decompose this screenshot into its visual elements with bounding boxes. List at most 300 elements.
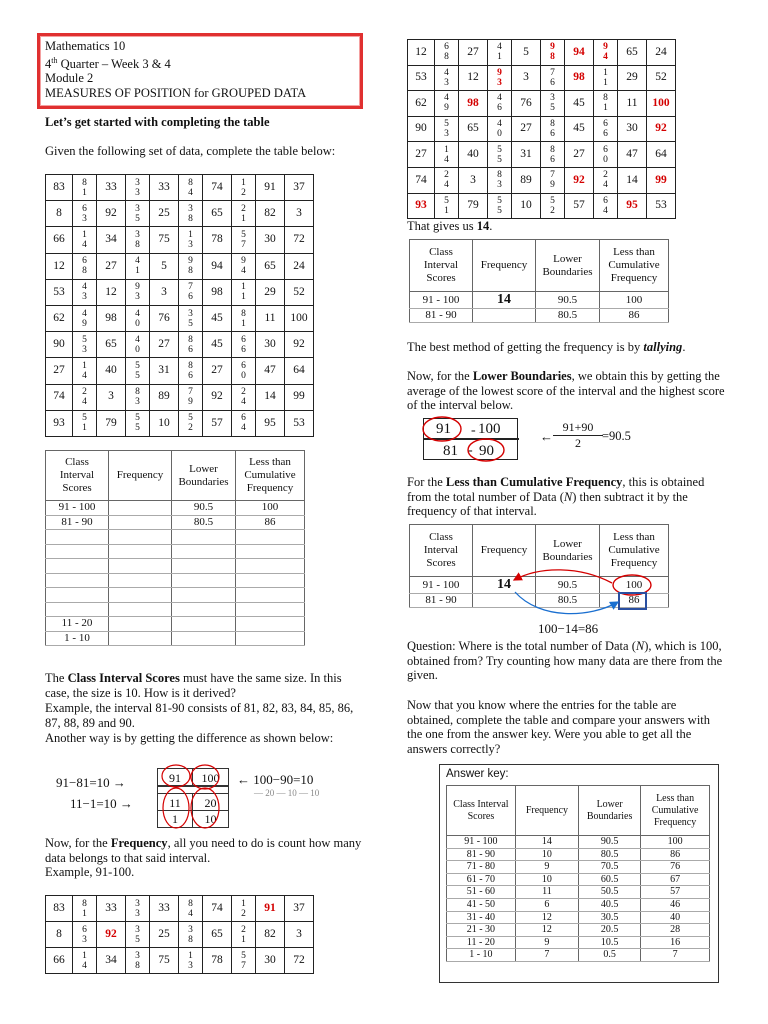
boundary-separator-bottom: - — [468, 443, 473, 458]
grid-cell-digit: 4 — [135, 334, 140, 345]
grid-cell: 66 — [46, 948, 73, 974]
faint-text-artifact: — 20 — 10 — 10 — [254, 788, 320, 798]
grid-cell: 12 — [408, 40, 435, 66]
less-than-paragraph — [407, 475, 725, 519]
column-header: Frequency — [109, 451, 172, 501]
grid-cell-digit: 9 — [241, 256, 246, 267]
grid-cell-digit: 1 — [241, 177, 246, 188]
grid-cell — [73, 253, 97, 279]
grid-row — [46, 384, 314, 410]
grid-cell-digit: 5 — [497, 205, 502, 216]
grid-cell: 3 — [285, 922, 314, 948]
grid-cell-digit: 6 — [188, 370, 193, 381]
grid-cell: 52 — [647, 65, 676, 91]
grid-cell: 75 — [150, 227, 179, 253]
grid-cell — [594, 40, 618, 66]
grid-cell: 65 — [203, 201, 232, 227]
table-cell — [236, 530, 305, 545]
tally-pre: The best method of getting the frequency is by — [407, 340, 644, 354]
grid-cell-digit: 8 — [603, 93, 608, 104]
grid-cell: 33 — [97, 175, 126, 201]
table-cell — [46, 559, 109, 574]
grid-cell-digit: 9 — [497, 67, 502, 78]
boundary-box-bottom — [424, 441, 519, 461]
grid-cell-digit: 6 — [82, 924, 87, 935]
grid-cell — [126, 201, 150, 227]
table-row — [447, 924, 710, 937]
grid-cell: 93 — [408, 193, 435, 219]
grid-cell — [488, 65, 512, 91]
grid-cell-digit: 4 — [82, 308, 87, 319]
grid-cell-digit: 5 — [497, 144, 502, 155]
grid-cell — [73, 305, 97, 331]
grid-cell-digit: 6 — [241, 344, 246, 355]
grid-cell-digit: 9 — [444, 103, 449, 114]
table-cell — [109, 588, 172, 603]
grid-cell: 72 — [285, 948, 314, 974]
subject-line: Mathematics 10 — [45, 39, 126, 53]
grid-cell — [594, 167, 618, 193]
grid-cell: 65 — [459, 116, 488, 142]
grid-cell — [126, 358, 150, 384]
grid-cell-digit: 4 — [241, 266, 246, 277]
grid-cell-digit: 1 — [82, 908, 87, 919]
grid-cell: 3 — [150, 279, 179, 305]
grid-cell: 53 — [46, 279, 73, 305]
grid-cell-digit: 4 — [444, 180, 449, 191]
table-cell: 90.5 — [579, 836, 641, 849]
grid-cell — [126, 253, 150, 279]
grid-cell: 90 — [46, 332, 73, 358]
grid-cell: 83 — [46, 175, 73, 201]
table-cell: 10 — [515, 848, 578, 861]
grid-cell: 74 — [408, 167, 435, 193]
table-cell: 86 — [600, 309, 669, 323]
boundary-box — [423, 418, 518, 460]
grid-cell-digit: 2 — [241, 387, 246, 398]
grid-cell: 5 — [150, 253, 179, 279]
grid-cell-digit: 4 — [82, 397, 87, 408]
grid-cell-digit: 8 — [550, 52, 555, 63]
table-row — [410, 594, 669, 608]
table-row — [46, 559, 305, 574]
grid-cell-digit: 2 — [603, 170, 608, 181]
table-cell — [109, 631, 172, 646]
grid-cell-digit: 8 — [550, 119, 555, 130]
grid-cell — [232, 922, 256, 948]
grid-cell — [126, 922, 150, 948]
grid-row — [46, 279, 314, 305]
grid-cell — [179, 384, 203, 410]
tally-post: . — [682, 340, 686, 354]
grid-cell: 99 — [647, 167, 676, 193]
grid-cell-digit: 9 — [603, 42, 608, 53]
quarter-number: 4 — [45, 56, 52, 71]
grid-cell-digit: 6 — [550, 77, 555, 88]
grid-cell: 79 — [459, 193, 488, 219]
grid-cell: 27 — [97, 253, 126, 279]
box-cell-20: 20 — [193, 793, 228, 811]
frequency-table-cumulative — [409, 524, 669, 608]
table-cell: 46 — [641, 898, 710, 911]
grid-cell-digit: 1 — [444, 205, 449, 216]
grid-cell: 3 — [512, 65, 541, 91]
grid-cell — [73, 332, 97, 358]
grid-cell: 37 — [285, 896, 314, 922]
table-cell — [46, 588, 109, 603]
grid-cell-digit: 7 — [241, 239, 246, 250]
grid-cell — [179, 358, 203, 384]
data-grid — [45, 174, 314, 437]
grid-cell: 45 — [565, 91, 594, 117]
grid-cell: 12 — [97, 279, 126, 305]
grid-cell-digit: 2 — [241, 187, 246, 198]
grid-cell-digit: 8 — [444, 52, 449, 63]
grid-cell: 92 — [647, 116, 676, 142]
formula-numerator: 91+90 — [553, 421, 603, 436]
grid-cell: 98 — [459, 91, 488, 117]
grid-cell: 95 — [618, 193, 647, 219]
grid-cell — [126, 332, 150, 358]
grid-cell: 30 — [256, 332, 285, 358]
column-header: Class Interval Scores — [46, 451, 109, 501]
table-cell: 6 — [515, 898, 578, 911]
grid-cell — [179, 922, 203, 948]
table-cell: 61 - 70 — [447, 873, 516, 886]
data-grid-excerpt-top — [45, 895, 314, 974]
grid-cell-digit: 8 — [82, 266, 87, 277]
table-cell: 86 — [600, 594, 669, 608]
module-title: MEASURES OF POSITION for GROUPED DATA — [45, 85, 307, 100]
column-header: Frequency — [473, 240, 536, 292]
grid-cell-digit: 1 — [497, 52, 502, 63]
grid-cell: 91 — [256, 175, 285, 201]
table-cell: 57 — [641, 886, 710, 899]
grid-cell: 74 — [203, 896, 232, 922]
table-cell: 28 — [641, 924, 710, 937]
table-cell: 100 — [236, 501, 305, 516]
grid-row — [46, 253, 314, 279]
grid-cell — [488, 91, 512, 117]
grid-cell-digit: 2 — [444, 170, 449, 181]
grid-cell: 76 — [512, 91, 541, 117]
grid-cell-digit: 5 — [444, 119, 449, 130]
grid-cell: 65 — [256, 253, 285, 279]
grid-cell — [179, 332, 203, 358]
grid-cell — [594, 142, 618, 168]
table-cell: 7 — [641, 949, 710, 962]
table-cell — [172, 617, 236, 632]
grid-cell: 27 — [150, 332, 179, 358]
grid-cell: 92 — [285, 332, 314, 358]
cumulative-equation: 100−14=86 — [538, 621, 599, 636]
grid-row — [46, 175, 314, 201]
table-cell: 51 - 60 — [447, 886, 516, 899]
grid-cell-digit: 6 — [82, 203, 87, 214]
grid-cell: 52 — [285, 279, 314, 305]
grid-cell: 8 — [46, 201, 73, 227]
grid-cell: 100 — [647, 91, 676, 117]
answer-key-table — [446, 785, 710, 962]
grid-cell: 79 — [97, 410, 126, 436]
column-header: Lower Boundaries — [172, 451, 236, 501]
grid-cell: 92 — [203, 384, 232, 410]
grid-cell-digit: 0 — [497, 129, 502, 140]
grid-cell-digit: 4 — [497, 119, 502, 130]
table-header-row — [447, 786, 710, 836]
grid-cell — [435, 116, 459, 142]
table-cell — [109, 530, 172, 545]
grid-cell-digit: 5 — [135, 370, 140, 381]
grid-cell — [126, 384, 150, 410]
grid-cell-digit: 6 — [603, 144, 608, 155]
grid-cell: 10 — [150, 410, 179, 436]
grid-cell-digit: 1 — [603, 67, 608, 78]
grid-cell — [488, 116, 512, 142]
grid-cell: 40 — [459, 142, 488, 168]
table-cell — [473, 309, 536, 323]
frequency-14: 14 — [497, 292, 511, 307]
grid-cell-digit: 8 — [188, 177, 193, 188]
grid-cell: 14 — [618, 167, 647, 193]
grid-cell-digit: 5 — [135, 213, 140, 224]
table-row — [46, 501, 305, 516]
grid-cell — [126, 175, 150, 201]
table-row — [46, 602, 305, 617]
grid-cell-digit: 9 — [188, 397, 193, 408]
grid-cell-digit: 5 — [497, 154, 502, 165]
table-row — [447, 898, 710, 911]
table-row — [447, 886, 710, 899]
q-pre: Question: Where is the total number of Data ( — [407, 639, 636, 653]
grid-cell — [232, 896, 256, 922]
grid-cell: 64 — [285, 358, 314, 384]
table-cell — [109, 617, 172, 632]
grid-cell — [541, 91, 565, 117]
grid-cell: 83 — [46, 896, 73, 922]
column-header: Lower Boundaries — [536, 525, 600, 577]
grid-cell-digit: 0 — [241, 370, 246, 381]
grid-cell-digit: 3 — [135, 898, 140, 909]
table-cell: 9 — [515, 861, 578, 874]
grid-cell: 82 — [256, 201, 285, 227]
table-cell: 80.5 — [536, 309, 600, 323]
grid-cell — [232, 279, 256, 305]
grid-cell: 98 — [565, 65, 594, 91]
grid-cell: 34 — [97, 948, 126, 974]
ci-pre: The — [45, 671, 68, 685]
table-cell: 10.5 — [579, 936, 641, 949]
table-cell: 60.5 — [579, 873, 641, 886]
grid-cell-digit: 4 — [603, 205, 608, 216]
grid-cell-digit: 5 — [135, 413, 140, 424]
boundary-arrow: ← — [540, 429, 553, 444]
class-interval-paragraph — [45, 671, 363, 700]
lt-post: ) then subtract it by the frequency of that interval. — [407, 489, 688, 518]
grid-cell: 66 — [46, 227, 73, 253]
grid-cell-digit: 5 — [550, 103, 555, 114]
grid-cell: 45 — [203, 305, 232, 331]
grid-cell-digit: 3 — [444, 129, 449, 140]
tallying-text — [407, 340, 685, 355]
grid-cell — [126, 305, 150, 331]
grid-cell — [73, 384, 97, 410]
data-grid-excerpt-bottom — [407, 39, 676, 219]
grid-cell-digit: 6 — [241, 360, 246, 371]
table-cell: 30.5 — [579, 911, 641, 924]
grid-cell-digit: 3 — [82, 213, 87, 224]
table-row — [410, 577, 669, 594]
grid-cell-digit: 6 — [603, 129, 608, 140]
grid-row — [46, 922, 314, 948]
grid-cell-digit: 7 — [188, 282, 193, 293]
boundary-100: 100 — [478, 421, 501, 437]
grid-cell — [594, 116, 618, 142]
grid-cell-digit: 3 — [188, 960, 193, 971]
grid-cell: 3 — [285, 201, 314, 227]
grid-cell: 27 — [46, 358, 73, 384]
grid-cell: 94 — [203, 253, 232, 279]
grid-cell-digit: 1 — [82, 950, 87, 961]
table-cell: 81 - 90 — [410, 309, 473, 323]
grid-cell-digit: 5 — [82, 413, 87, 424]
table-cell — [109, 515, 172, 530]
lb-pre: Now, for the — [407, 369, 473, 383]
grid-cell-digit: 3 — [82, 934, 87, 945]
grid-cell: 62 — [46, 305, 73, 331]
grid-cell: 27 — [408, 142, 435, 168]
grid-cell-digit: 5 — [241, 229, 246, 240]
frequency-table-blank — [45, 450, 305, 646]
frequency-example: Example, 91-100. — [45, 865, 135, 879]
grid-cell-digit: 8 — [241, 308, 246, 319]
grid-cell-digit: 5 — [82, 334, 87, 345]
grid-cell: 95 — [256, 410, 285, 436]
column-header: Less than Cumulative Frequency — [236, 451, 305, 501]
grid-cell: 89 — [150, 384, 179, 410]
grid-cell-digit: 3 — [135, 187, 140, 198]
table-cell — [109, 573, 172, 588]
table-cell — [109, 602, 172, 617]
intro-instruction: Given the following set of data, complete the table below: — [45, 144, 336, 158]
grid-cell — [179, 201, 203, 227]
grid-cell: 12 — [46, 253, 73, 279]
grid-cell-digit: 3 — [497, 180, 502, 191]
grid-cell-digit: 6 — [241, 334, 246, 345]
grid-cell-digit: 4 — [603, 52, 608, 63]
table-cell: 100 — [600, 577, 669, 594]
grid-row — [46, 948, 314, 974]
that-gives-post: . — [489, 219, 493, 233]
table-cell: 90.5 — [172, 501, 236, 516]
grid-cell-digit: 1 — [82, 423, 87, 434]
that-gives-pre: That gives us — [407, 219, 477, 233]
grid-cell-digit: 2 — [188, 423, 193, 434]
table-row — [447, 949, 710, 962]
grid-cell-digit: 6 — [550, 129, 555, 140]
grid-cell-digit: 2 — [241, 908, 246, 919]
grid-cell: 57 — [565, 193, 594, 219]
interval-difference-box — [157, 768, 229, 828]
grid-cell-digit: 1 — [188, 950, 193, 961]
closing-paragraph: Now that you know where the entries for the table are obtained, complete the table and compare your answers with the one from the answer key. Were you able to get all the answers correctly? — [407, 698, 711, 756]
grid-cell — [179, 279, 203, 305]
grid-row — [46, 305, 314, 331]
question-paragraph — [407, 639, 725, 683]
grid-cell-digit: 1 — [241, 934, 246, 945]
grid-cell-digit: 8 — [497, 170, 502, 181]
grid-cell — [232, 227, 256, 253]
grid-cell-digit: 4 — [188, 187, 193, 198]
that-gives-text — [407, 219, 492, 234]
table-row — [410, 292, 669, 309]
grid-cell: 30 — [256, 227, 285, 253]
table-cell: 40.5 — [579, 898, 641, 911]
frequency-paragraph — [45, 836, 363, 865]
grid-cell: 65 — [618, 40, 647, 66]
grid-cell: 65 — [97, 332, 126, 358]
table-cell: 76 — [641, 861, 710, 874]
table-cell — [172, 588, 236, 603]
grid-cell-digit: 7 — [188, 387, 193, 398]
table-cell: 80.5 — [536, 594, 600, 608]
grid-cell: 30 — [256, 948, 285, 974]
grid-cell — [541, 40, 565, 66]
grid-cell-digit: 3 — [444, 77, 449, 88]
table-cell: 90.5 — [536, 292, 600, 309]
grid-cell-digit: 8 — [188, 266, 193, 277]
difference-eq-left-top: 91−81=10 → — [56, 775, 126, 790]
grid-cell-digit: 4 — [82, 370, 87, 381]
grid-cell — [435, 40, 459, 66]
grid-cell-digit: 4 — [603, 180, 608, 191]
table-cell: 20.5 — [579, 924, 641, 937]
grid-cell-digit: 8 — [82, 898, 87, 909]
grid-cell-digit: 9 — [550, 180, 555, 191]
column-header: Lower Boundaries — [536, 240, 600, 292]
table-cell: 67 — [641, 873, 710, 886]
grid-cell: 8 — [46, 922, 73, 948]
grid-cell-digit: 6 — [550, 154, 555, 165]
grid-cell-digit: 3 — [188, 203, 193, 214]
grid-cell-digit: 5 — [497, 195, 502, 206]
grid-cell — [232, 253, 256, 279]
grid-cell — [594, 193, 618, 219]
difference-eq-right: ← 100−90=10 — [237, 772, 314, 787]
grid-cell-digit: 6 — [82, 256, 87, 267]
grid-cell-digit: 6 — [603, 119, 608, 130]
grid-cell: 100 — [285, 305, 314, 331]
grid-cell — [73, 896, 97, 922]
class-interval-difference: Another way is by getting the difference as shown below: — [45, 731, 334, 745]
grid-cell-digit: 3 — [135, 908, 140, 919]
grid-cell: 93 — [46, 410, 73, 436]
box-cell-91: 91 — [158, 769, 193, 787]
grid-cell: 12 — [459, 65, 488, 91]
table-cell: 14 — [515, 836, 578, 849]
grid-cell — [232, 358, 256, 384]
grid-cell: 37 — [285, 175, 314, 201]
column-header: Less than Cumulative Frequency — [600, 240, 669, 292]
grid-cell-digit: 3 — [82, 344, 87, 355]
table-cell: 50.5 — [579, 886, 641, 899]
grid-cell — [488, 167, 512, 193]
grid-cell-digit: 5 — [550, 195, 555, 206]
table-row — [447, 848, 710, 861]
grid-cell: 65 — [203, 922, 232, 948]
quarter-line — [45, 54, 355, 72]
grid-cell-digit: 3 — [135, 229, 140, 240]
